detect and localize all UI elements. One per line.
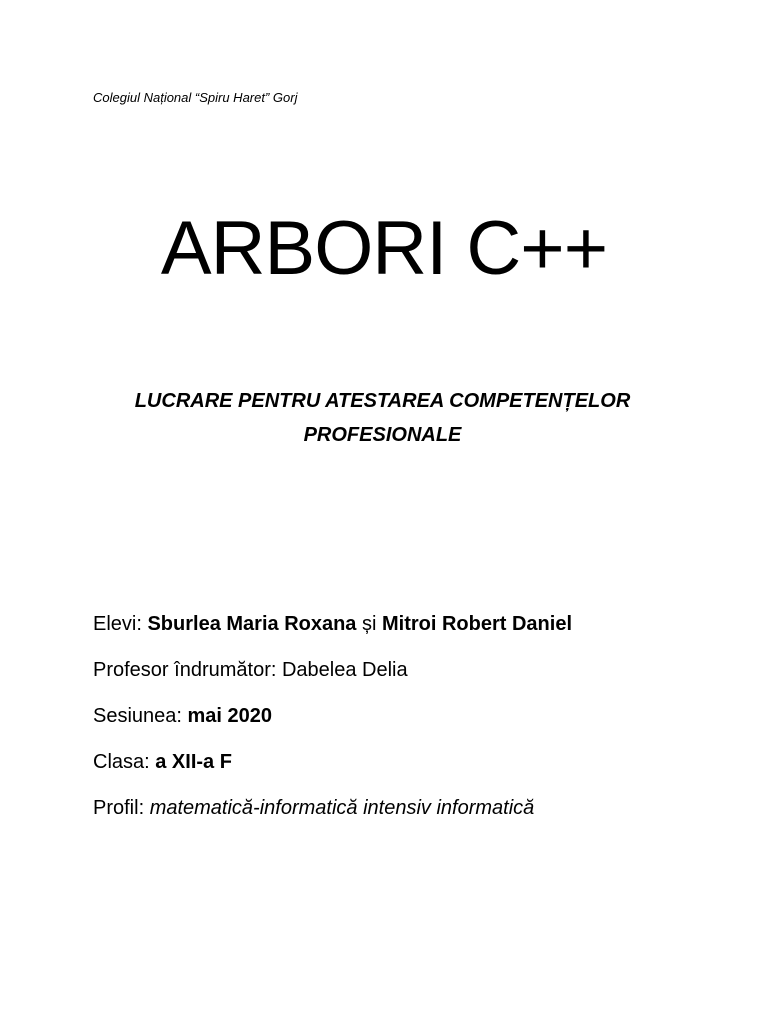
subtitle-line-1: LUCRARE PENTRU ATESTAREA COMPETENȚELOR	[134, 390, 631, 412]
class-label: Clasa:	[93, 751, 156, 773]
profile-line	[93, 796, 572, 820]
profile-label: Profil:	[93, 797, 150, 819]
teacher-name: Dabelea Delia	[281, 659, 408, 681]
session-value: mai 2020	[187, 705, 273, 727]
students-label: Elevi:	[93, 613, 148, 635]
info-block	[93, 612, 572, 842]
student-2-name: Mitroi Robert Daniel	[382, 613, 573, 635]
class-line	[93, 750, 572, 774]
document-subtitle	[60, 384, 705, 452]
session-label: Sesiunea:	[93, 705, 188, 727]
institution-name: Colegiul Național “Spiru Haret” Gorj	[93, 90, 298, 105]
teacher-line	[93, 658, 572, 682]
session-line	[93, 704, 572, 728]
class-value: a XII-a F	[155, 751, 232, 773]
student-1-name: Sburlea Maria Roxana	[147, 613, 357, 635]
subtitle-line-2: PROFESIONALE	[303, 424, 462, 446]
profile-value: matematică-informatică intensiv informatică	[149, 797, 535, 819]
students-line	[93, 612, 572, 636]
document-title: ARBORI C++	[160, 206, 608, 291]
students-conjunction: și	[356, 613, 382, 635]
teacher-label: Profesor îndrumător:	[93, 659, 282, 681]
